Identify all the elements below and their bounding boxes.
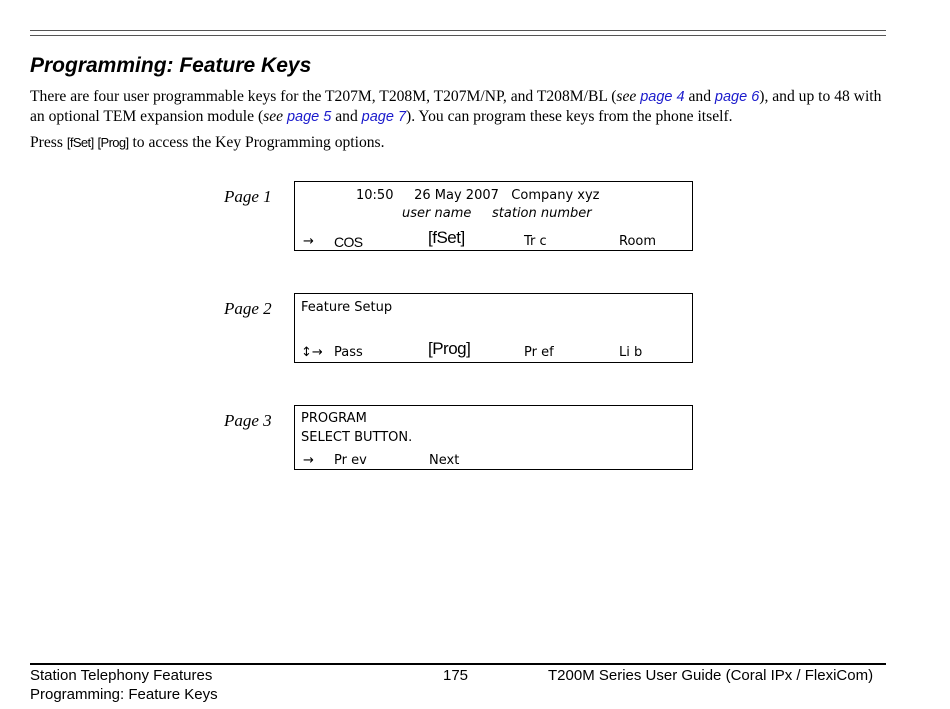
softkey-fset[interactable]: [fSet]	[428, 228, 465, 247]
softkey-pass[interactable]: Pass	[334, 345, 363, 360]
softkey-prog[interactable]: [Prog]	[428, 339, 471, 358]
softkey-next[interactable]: Next	[429, 453, 460, 468]
header-rule-top	[30, 30, 886, 31]
intro-paragraph	[30, 87, 888, 127]
display-program: PROGRAM	[301, 411, 367, 426]
intro-text-3: ). You can program these keys from the phone itself.	[406, 108, 733, 125]
softkey-lib[interactable]: Li b	[619, 345, 643, 360]
display-page-3	[294, 405, 693, 470]
page-1-label: Page 1	[224, 187, 272, 206]
instruction-text-1: Press	[30, 134, 67, 151]
link-page-6[interactable]: page 6	[714, 89, 760, 105]
footer-subsection: Programming: Feature Keys	[30, 686, 218, 703]
link-page-4[interactable]: page 4	[640, 89, 685, 105]
page-3-label: Page 3	[224, 411, 272, 430]
softkey-trc[interactable]: Tr c	[524, 234, 547, 249]
display-page-2	[294, 293, 693, 363]
and-word: and	[331, 108, 362, 125]
display-page-1	[294, 181, 693, 251]
prog-key-label: [Prog]	[97, 135, 129, 150]
see-word: see	[263, 108, 284, 125]
softkey-prev[interactable]: Pr ev	[334, 453, 367, 468]
instruction-paragraph	[30, 133, 888, 153]
fset-key-label: [fSet]	[66, 135, 94, 150]
see-word: see	[616, 88, 637, 105]
page-title: Programming: Feature Keys	[30, 54, 312, 77]
page-number: 175	[443, 667, 469, 684]
display-select-button: SELECT BUTTON.	[301, 430, 413, 445]
instruction-text-2: to access the Key Programming options.	[128, 134, 385, 151]
display-feature-setup: Feature Setup	[301, 300, 393, 315]
footer-doc-title: T200M Series User Guide (Coral IPx / FlexiCom)	[548, 667, 874, 684]
display-status-line: 10:50 26 May 2007 Company xyz	[356, 188, 600, 203]
intro-text-1: There are four user programmable keys for the T207M, T208M, T207M/NP, and T208M/BL (	[30, 88, 617, 105]
softkey-room[interactable]: Room	[619, 234, 657, 249]
updown-arrow-icon: ↕→	[301, 345, 323, 360]
footer-rule	[30, 663, 886, 665]
arrow-right-icon: →	[303, 453, 314, 468]
page-2-label: Page 2	[224, 299, 272, 318]
intro-text-2: ), and up to 48 with an optional TEM expansion module (	[30, 88, 882, 125]
link-page-7[interactable]: page 7	[361, 109, 407, 125]
footer-section: Station Telephony Features	[30, 667, 213, 684]
display-user-line: user name station number	[402, 206, 592, 221]
header-rule-bottom	[30, 35, 886, 36]
softkey-pref[interactable]: Pr ef	[524, 345, 554, 360]
and-word: and	[684, 88, 715, 105]
link-page-5[interactable]: page 5	[286, 109, 332, 125]
softkey-cos[interactable]: COS	[334, 234, 363, 250]
arrow-right-icon: →	[303, 234, 314, 249]
